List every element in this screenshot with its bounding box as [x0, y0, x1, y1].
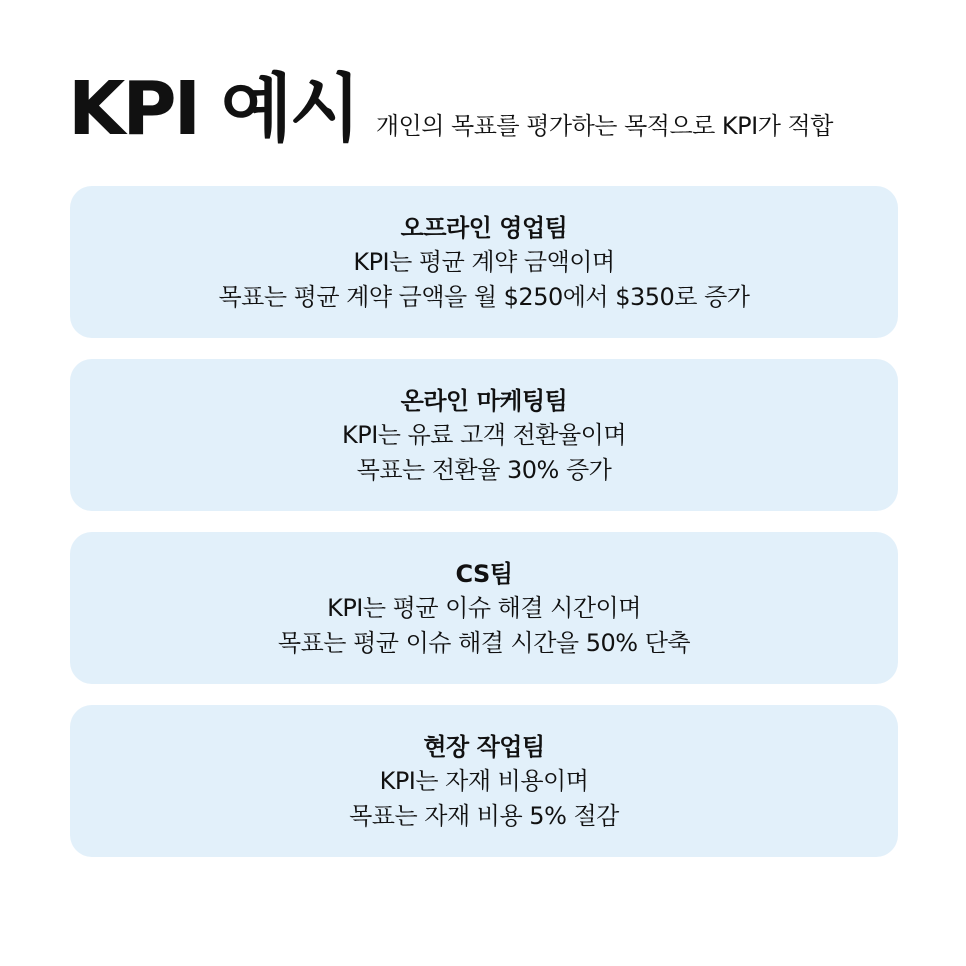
kpi-card-offline-sales — [70, 186, 898, 338]
card-title: 오프라인 영업팀 — [400, 214, 568, 242]
card-goal-text: 목표는 자재 비용 5% 절감 — [349, 802, 619, 830]
page-subtitle: 개인의 목표를 평가하는 목적으로 KPI가 적합 — [375, 112, 833, 140]
page-title: KPI 예시 — [68, 66, 358, 152]
card-title: 온라인 마케팅팀 — [400, 387, 568, 415]
card-kpi-text: KPI는 평균 이슈 해결 시간이며 — [327, 594, 641, 622]
card-title: CS팀 — [455, 560, 513, 588]
card-kpi-text: KPI는 유료 고객 전환율이며 — [341, 421, 626, 449]
card-kpi-text: KPI는 평균 계약 금액이며 — [353, 248, 615, 276]
card-goal-text: 목표는 평균 이슈 해결 시간을 50% 단축 — [277, 629, 691, 657]
card-goal-text: 목표는 평균 계약 금액을 월 $250에서 $350로 증가 — [218, 283, 750, 311]
card-kpi-text: KPI는 자재 비용이며 — [379, 767, 589, 795]
kpi-card-online-marketing — [70, 359, 898, 511]
header — [68, 66, 833, 152]
card-goal-text: 목표는 전환율 30% 증가 — [356, 456, 612, 484]
kpi-card-field-work — [70, 705, 898, 857]
kpi-card-list — [70, 186, 898, 878]
kpi-card-cs — [70, 532, 898, 684]
card-title: 현장 작업팀 — [423, 733, 545, 761]
